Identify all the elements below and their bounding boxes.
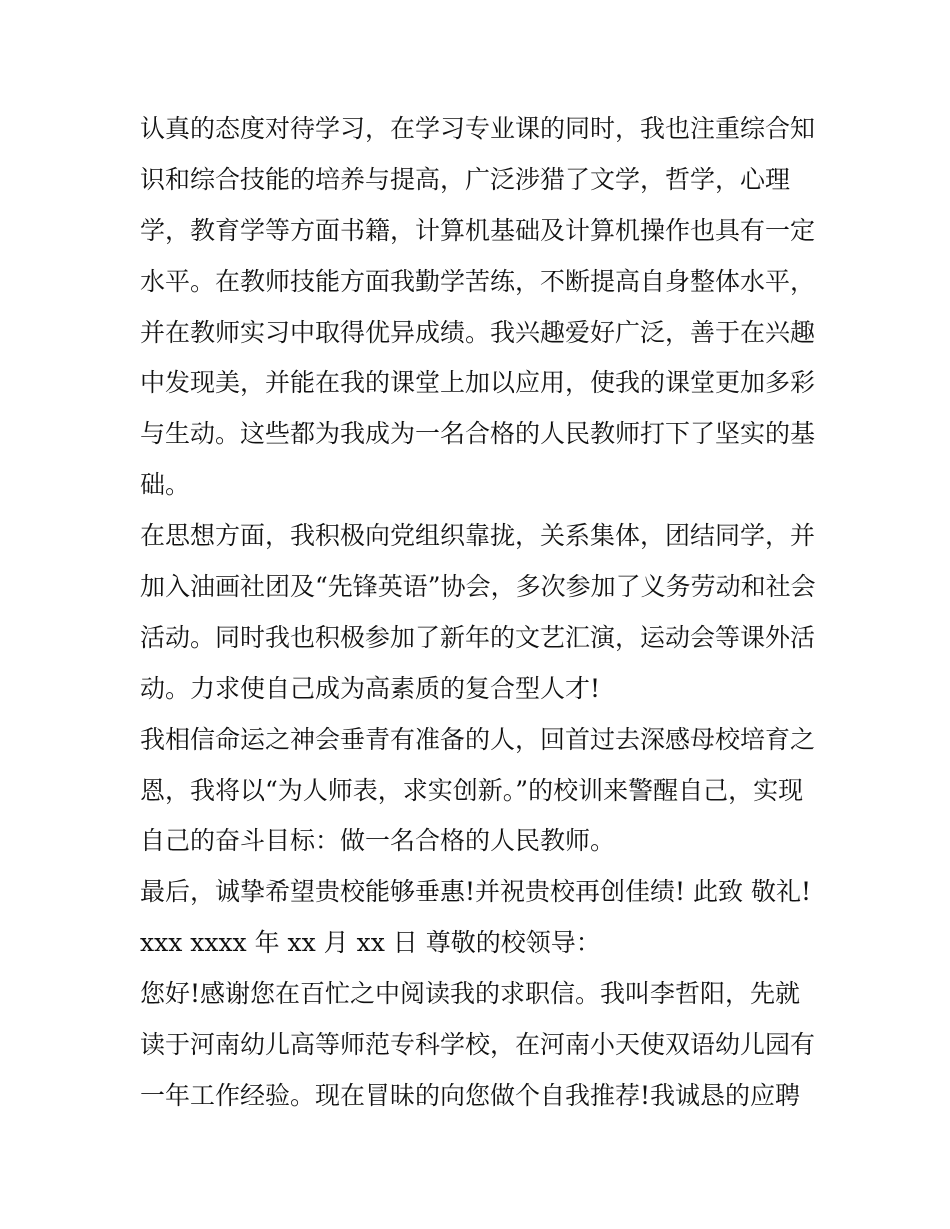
text-line: 读于河南幼儿高等师范专科学校，在河南小天使双语幼儿园有: [140, 1030, 816, 1060]
document-body: [140, 104, 830, 1122]
text-line: 学，教育学等方面书籍，计算机基础及计算机操作也具有一定: [140, 215, 816, 245]
text-line: 在思想方面，我积极向党组织靠拢，关系集体，团结同学，并: [140, 521, 816, 551]
text-line: 中发现美，并能在我的课堂上加以应用，使我的课堂更加多彩: [140, 368, 816, 398]
text-line: 水平。在教师技能方面我勤学苦练，不断提高自身整体水平，: [140, 266, 816, 296]
text-line: 一年工作经验。现在冒昧的向您做个自我推荐!我诚恳的应聘: [140, 1080, 801, 1110]
text-line: 恩，我将以“为人师表，求实创新。”的校训来警醒自己，实现: [140, 775, 804, 805]
text-line: 与生动。这些都为我成为一名合格的人民教师打下了坚实的基: [140, 419, 816, 449]
text-line: 并在教师实习中取得优异成绩。我兴趣爱好广泛，善于在兴趣: [140, 317, 816, 347]
text-line: 加入油画社团及“先锋英语”协会，多次参加了义务劳动和社会: [140, 572, 816, 602]
text-line: 您好!感谢您在百忙之中阅读我的求职信。我叫李哲阳，先就: [140, 979, 801, 1009]
text-line: 活动。同时我也积极参加了新年的文艺汇演，运动会等课外活: [140, 622, 816, 652]
text-line: 识和综合技能的培养与提高，广泛涉猎了文学，哲学，心理: [140, 164, 791, 194]
text-line: 自己的奋斗目标：做一名合格的人民教师。: [140, 826, 616, 856]
text-line: 最后，诚挚希望贵校能够垂惠!并祝贵校再创佳绩! 此致 敬礼!: [140, 877, 812, 907]
text-line: 认真的态度对待学习，在学习专业课的同时，我也注重综合知: [140, 114, 816, 143]
text-line: 我相信命运之神会垂青有准备的人，回首过去深感母校培育之: [140, 724, 816, 754]
text-line: 动。力求使自己成为高素质的复合型人才!: [140, 673, 601, 703]
text-line: xxx xxxx 年 xx 月 xx 日 尊敬的校领导：: [140, 928, 601, 958]
text-line: 础。: [140, 470, 191, 500]
